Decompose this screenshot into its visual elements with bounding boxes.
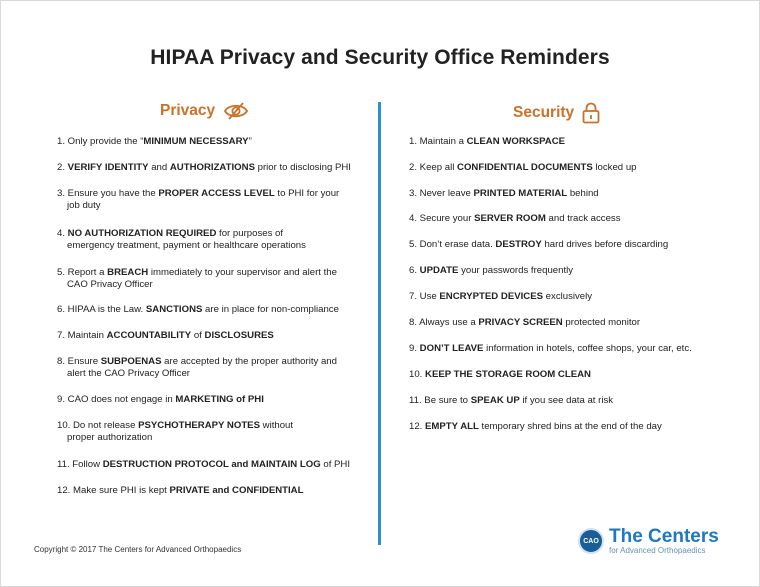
padlock-icon [582, 102, 600, 124]
privacy-item-2: 2. VERIFY IDENTITY and AUTHORIZATIONS prior to disclosing PHI [57, 162, 351, 173]
security-item-1: 1. Maintain a CLEAN WORKSPACE [409, 136, 566, 147]
security-item-8: 8. Always use a PRIVACY SCREEN protected monitor [409, 317, 641, 328]
privacy-item-4: 4. NO AUTHORIZATION REQUIRED for purposes of emergency treatment, payment or healthcare operations [57, 228, 306, 251]
privacy-heading [160, 101, 249, 121]
privacy-item-8: 8. Ensure SUBPOENAS are accepted by the proper authority and alert the CAO Privacy Officer [57, 356, 337, 379]
privacy-item-7: 7. Maintain ACCOUNTABILITY of DISCLOSURES [57, 330, 274, 341]
privacy-item-9: 9. CAO does not engage in MARKETING of PHI [57, 394, 264, 405]
privacy-item-5: 5. Report a BREACH immediately to your supervisor and alert the CAO Privacy Officer [57, 267, 337, 290]
privacy-item-10: 10. Do not release PSYCHOTHERAPY NOTES without proper authorization [57, 420, 294, 443]
security-item-4: 4. Secure your SERVER ROOM and track access [409, 213, 621, 224]
security-item-6: 6. UPDATE your passwords frequently [409, 265, 574, 276]
logo-title: The Centers [609, 526, 719, 547]
copyright-text: Copyright © 2017 The Centers for Advanced Orthopaedics [34, 545, 242, 554]
security-item-5: 5. Don’t erase data. DESTROY hard drives before discarding [409, 239, 669, 250]
security-item-11: 11. Be sure to SPEAK UP if you see data at risk [409, 395, 614, 406]
security-item-10: 10. KEEP THE STORAGE ROOM CLEAN [409, 369, 591, 380]
security-item-7: 7. Use ENCRYPTED DEVICES exclusively [409, 291, 593, 302]
eye-slash-icon [223, 101, 249, 121]
logo-badge: CAO [578, 528, 604, 554]
privacy-item-6: 6. HIPAA is the Law. SANCTIONS are in place for non-compliance [57, 304, 339, 315]
privacy-item-3: 3. Ensure you have the PROPER ACCESS LEVEL to PHI for your job duty [57, 188, 340, 211]
privacy-item-11: 11. Follow DESTRUCTION PROTOCOL and MAINTAIN LOG of PHI [57, 459, 351, 470]
privacy-item-1: 1. Only provide the “MINIMUM NECESSARY” [57, 136, 252, 147]
security-item-2: 2. Keep all CONFIDENTIAL DOCUMENTS locked up [409, 162, 637, 173]
security-item-12: 12. EMPTY ALL temporary shred bins at the end of the day [409, 421, 662, 432]
privacy-item-12: 12. Make sure PHI is kept PRIVATE and CONFIDENTIAL [57, 485, 304, 496]
logo-subtitle: for Advanced Orthopaedics [609, 546, 706, 555]
cao-logo [578, 527, 719, 555]
page-title: HIPAA Privacy and Security Office Reminders [150, 46, 610, 69]
privacy-heading-label: Privacy [160, 102, 216, 119]
security-item-3: 3. Never leave PRINTED MATERIAL behind [409, 188, 599, 199]
column-divider [378, 102, 381, 545]
security-heading-label: Security [513, 104, 575, 121]
security-item-9: 9. DON’T LEAVE information in hotels, coffee shops, your car, etc. [409, 343, 692, 354]
security-heading [513, 102, 600, 124]
